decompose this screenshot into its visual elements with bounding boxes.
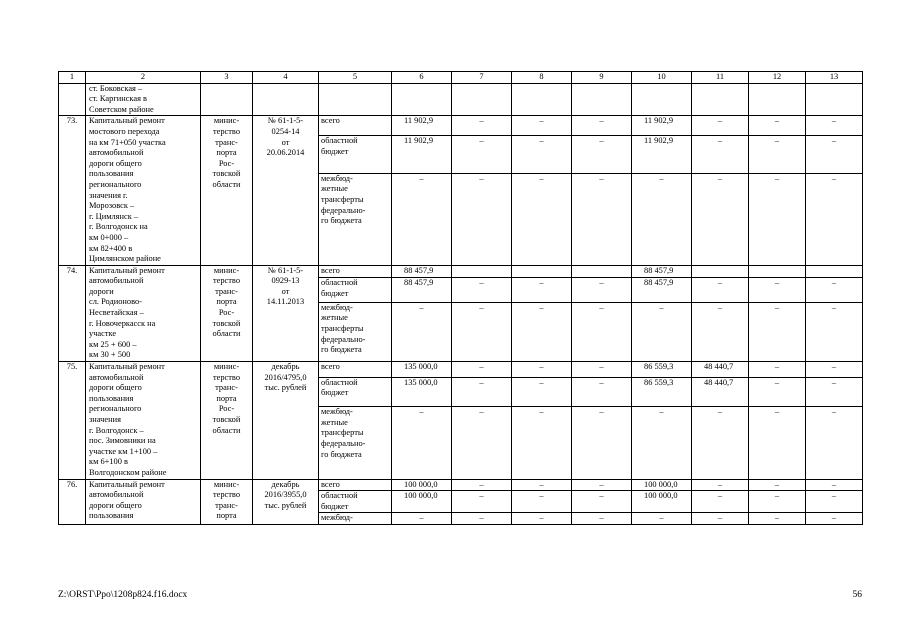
column-header: 8 — [512, 72, 572, 84]
customer-name: минис- терство транс- порта — [201, 479, 253, 524]
funding-value: – — [572, 173, 632, 265]
funding-value: 88 457,9 — [632, 278, 692, 302]
funding-value: – — [452, 491, 512, 513]
continuation-row — [59, 83, 863, 116]
row-number: 73. — [59, 116, 86, 265]
funding-value: – — [512, 513, 572, 525]
funding-value: – — [572, 377, 632, 407]
funding-value: 100 000,0 — [632, 491, 692, 513]
column-header: 7 — [452, 72, 512, 84]
funding-value: – — [806, 491, 863, 513]
funding-value: – — [512, 173, 572, 265]
table-row — [59, 479, 863, 491]
funding-value: 88 457,9 — [392, 265, 452, 278]
row-number: 75. — [59, 362, 86, 480]
document-details: декабрь 2016/3955,0 тыс. рублей — [253, 479, 319, 524]
funding-source: межбюд- жетные трансферты федерально- го бюджета — [319, 173, 392, 265]
funding-value — [512, 265, 572, 278]
funding-value: – — [452, 513, 512, 525]
funding-value: – — [452, 136, 512, 174]
column-header: 11 — [692, 72, 749, 84]
funding-value: – — [806, 513, 863, 525]
funding-value: 86 559,3 — [632, 362, 692, 378]
funding-value: – — [452, 377, 512, 407]
funding-value: 48 440,7 — [692, 377, 749, 407]
funding-value: – — [806, 362, 863, 378]
funding-value: – — [512, 136, 572, 174]
funding-value: – — [692, 278, 749, 302]
funding-value: – — [692, 302, 749, 361]
funding-value: – — [512, 491, 572, 513]
funding-value: 88 457,9 — [392, 278, 452, 302]
funding-value: – — [512, 377, 572, 407]
column-header: 10 — [632, 72, 692, 84]
funding-value: – — [452, 173, 512, 265]
funding-value: – — [692, 116, 749, 136]
funding-value: – — [749, 513, 806, 525]
funding-value: – — [572, 136, 632, 174]
funding-value: 88 457,9 — [632, 265, 692, 278]
funding-value: – — [392, 513, 452, 525]
funding-value: – — [806, 407, 863, 479]
funding-value — [749, 265, 806, 278]
footer-file-path: Z:\ORST\Ppo\1208p824.f16.docx — [58, 590, 188, 600]
document-details: № 61-1-5- 0254-14 от 20.06.2014 — [253, 116, 319, 265]
funding-value — [806, 265, 863, 278]
funding-value: – — [512, 116, 572, 136]
funding-value: – — [632, 513, 692, 525]
funding-value: – — [632, 407, 692, 479]
funding-value: – — [749, 116, 806, 136]
funding-value: – — [749, 407, 806, 479]
funding-source: межбюд- жетные трансферты федерально- го бюджета — [319, 302, 392, 361]
funding-value: – — [512, 407, 572, 479]
object-name: Капитальный ремонт автомобильной дороги общего пользования регионального значения г. Волгодонск – пос. Зимовники на участке км 1+100 – км 6+100 в Волгодонском районе — [86, 362, 201, 480]
funding-value — [692, 265, 749, 278]
row-number: 76. — [59, 479, 86, 524]
object-name: ст. Боковская – ст. Каргинская в Советском районе — [86, 83, 201, 116]
column-header: 2 — [86, 72, 201, 84]
funding-source: областной бюджет — [319, 278, 392, 302]
funding-value: – — [392, 407, 452, 479]
column-header: 3 — [201, 72, 253, 84]
funding-value: – — [572, 407, 632, 479]
funding-value: 48 440,7 — [692, 362, 749, 378]
funding-value: – — [806, 136, 863, 174]
customer-name: минис- терство транс- порта Рос- товской области — [201, 362, 253, 480]
funding-value: – — [692, 136, 749, 174]
funding-value: – — [572, 362, 632, 378]
funding-source: областной бюджет — [319, 136, 392, 174]
funding-source: всего — [319, 479, 392, 491]
object-name: Капитальный ремонт автомобильной дороги общего пользования — [86, 479, 201, 524]
funding-value: – — [512, 278, 572, 302]
funding-value: – — [692, 479, 749, 491]
funding-value: 11 902,9 — [392, 116, 452, 136]
funding-value: – — [806, 116, 863, 136]
object-name: Капитальный ремонт автомобильной дороги сл. Родионово- Несветайская – г. Новочеркасск на участке км 25 + 600 – км 30 + 500 — [86, 265, 201, 361]
column-header: 9 — [572, 72, 632, 84]
funding-value: – — [806, 302, 863, 361]
funding-value: – — [749, 278, 806, 302]
funding-value: 100 000,0 — [392, 491, 452, 513]
funding-value: – — [806, 377, 863, 407]
funding-value: – — [452, 407, 512, 479]
funding-value: 86 559,3 — [632, 377, 692, 407]
table-row — [59, 362, 863, 378]
footer-page-number: 56 — [852, 590, 862, 600]
funding-value: – — [806, 173, 863, 265]
funding-value: – — [572, 116, 632, 136]
funding-value: – — [632, 302, 692, 361]
funding-value: – — [452, 302, 512, 361]
funding-value: – — [749, 136, 806, 174]
funding-value: – — [572, 513, 632, 525]
funding-value: – — [692, 407, 749, 479]
funding-value: – — [512, 302, 572, 361]
document-details: № 61-1-5- 0929-13 от 14.11.2013 — [253, 265, 319, 361]
funding-value: – — [392, 302, 452, 361]
funding-value: – — [572, 479, 632, 491]
funding-value: – — [572, 302, 632, 361]
funding-value: – — [452, 278, 512, 302]
object-name: Капитальный ремонт мостового перехода на км 71+050 участка автомобильной дороги общего пользования регионального значения г. Морозовск – г. Цимлянск – г. Волгодонск на км 0+000 – км 82+400 в Цимлянском районе — [86, 116, 201, 265]
funding-value: – — [692, 491, 749, 513]
column-header: 5 — [319, 72, 392, 84]
funding-value: 11 902,9 — [392, 136, 452, 174]
funding-value: 135 000,0 — [392, 377, 452, 407]
table-row — [59, 265, 863, 278]
funding-value: – — [749, 377, 806, 407]
customer-name: минис- терство транс- порта Рос- товской области — [201, 265, 253, 361]
funding-source: всего — [319, 116, 392, 136]
funding-value: – — [692, 173, 749, 265]
funding-value: – — [392, 173, 452, 265]
funding-value: 135 000,0 — [392, 362, 452, 378]
funding-value: – — [806, 479, 863, 491]
funding-value: – — [572, 278, 632, 302]
funding-value: – — [692, 513, 749, 525]
column-header: 6 — [392, 72, 452, 84]
funding-value: 100 000,0 — [392, 479, 452, 491]
funding-value: – — [632, 173, 692, 265]
funding-value — [572, 265, 632, 278]
funding-value: 11 902,9 — [632, 136, 692, 174]
header-row — [59, 72, 863, 84]
funding-source: всего — [319, 265, 392, 278]
funding-value: – — [806, 278, 863, 302]
funding-value: 11 902,9 — [632, 116, 692, 136]
funding-value: – — [452, 116, 512, 136]
funding-value: – — [749, 479, 806, 491]
funding-value: – — [749, 173, 806, 265]
column-header: 4 — [253, 72, 319, 84]
funding-value: – — [512, 362, 572, 378]
funding-value: – — [452, 479, 512, 491]
funding-value: – — [512, 479, 572, 491]
column-header: 1 — [59, 72, 86, 84]
column-header: 12 — [749, 72, 806, 84]
funding-value: 100 000,0 — [632, 479, 692, 491]
funding-value: – — [749, 362, 806, 378]
funding-value: – — [749, 302, 806, 361]
funding-value: – — [452, 362, 512, 378]
row-number: 74. — [59, 265, 86, 361]
customer-name: минис- терство транс- порта Рос- товской области — [201, 116, 253, 265]
funding-source: межбюд- — [319, 513, 392, 525]
funding-source: всего — [319, 362, 392, 378]
funding-source: межбюд- жетные трансферты федерально- го бюджета — [319, 407, 392, 479]
document-details: декабрь 2016/4795,0 тыс. рублей — [253, 362, 319, 480]
funding-source: областной бюджет — [319, 377, 392, 407]
column-header: 13 — [806, 72, 863, 84]
program-table — [58, 71, 863, 525]
funding-value: – — [572, 491, 632, 513]
funding-source: областной бюджет — [319, 491, 392, 513]
funding-value: – — [749, 491, 806, 513]
funding-value — [452, 265, 512, 278]
table-row — [59, 116, 863, 136]
